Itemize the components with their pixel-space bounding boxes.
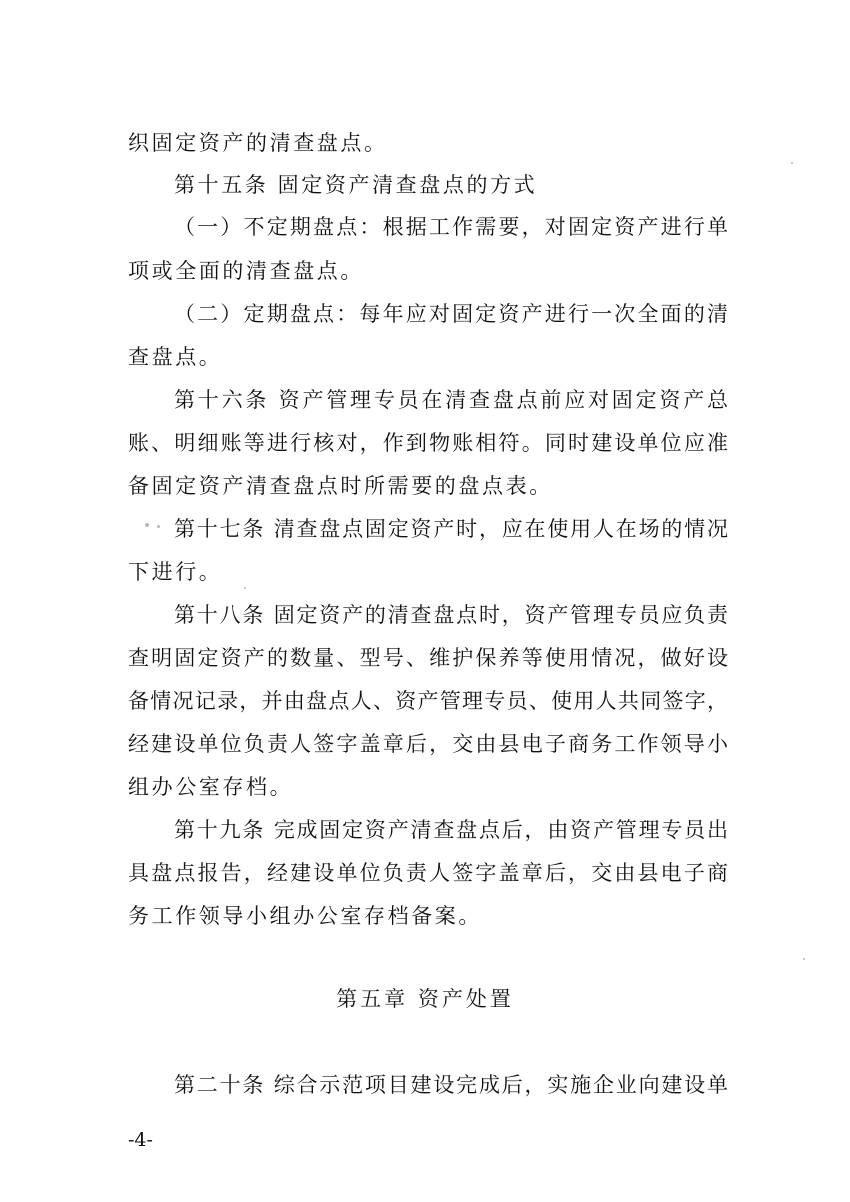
article-16-line-2: 账、明细账等进行核对，作到物账相符。同时建设单位应准 (128, 431, 728, 455)
article-15-item-1-line-2: 项或全面的清查盘点。 (128, 259, 364, 283)
article-16-line-3: 备固定资产清查盘点时所需要的盘点表。 (128, 474, 553, 498)
page-number: -4- (128, 1129, 153, 1151)
scan-speck (157, 525, 160, 528)
article-15-item-2-line-1: （二）定期盘点：每年应对固定资产进行一次全面的清 (174, 302, 728, 326)
article-15-item-2-line-2: 查盘点。 (128, 345, 223, 369)
article-18-line-3: 备情况记录，并由盘点人、资产管理专员、使用人共同签字， (128, 689, 728, 713)
scan-speck (145, 523, 149, 527)
chapter-5-heading: 第五章 资产处置 (336, 987, 514, 1011)
scan-speck (244, 587, 246, 589)
text-line-1: 织固定资产的清查盘点。 (128, 131, 388, 155)
article-20-line-1: 第二十条 综合示范项目建设完成后，实施企业向建设单 (174, 1073, 728, 1097)
article-18-line-5: 组办公室存档。 (128, 775, 294, 799)
scan-speck (803, 958, 805, 960)
article-18-line-2: 查明固定资产的数量、型号、维护保养等使用情况，做好设 (128, 646, 728, 670)
article-15-item-1-line-1: （一）不定期盘点：根据工作需要，对固定资产进行单 (174, 215, 728, 239)
article-19-line-2: 具盘点报告，经建设单位负责人签字盖章后，交由县电子商 (128, 861, 728, 885)
article-17-line-2: 下进行。 (128, 560, 223, 584)
article-18-line-4: 经建设单位负责人签字盖章后，交由县电子商务工作领导小 (128, 732, 728, 756)
article-16-line-1: 第十六条 资产管理专员在清查盘点前应对固定资产总 (174, 388, 728, 412)
article-19-line-1: 第十九条 完成固定资产清查盘点后，由资产管理专员出 (174, 818, 728, 842)
scan-speck (791, 162, 793, 164)
article-17-line-1: 第十七条 清查盘点固定资产时，应在使用人在场的情况 (174, 517, 728, 541)
article-15-title: 第十五条 固定资产清查盘点的方式 (174, 173, 538, 197)
article-18-line-1: 第十八条 固定资产的清查盘点时，资产管理专员应负责 (174, 603, 728, 627)
article-19-line-3: 务工作领导小组办公室存档备案。 (128, 904, 482, 928)
